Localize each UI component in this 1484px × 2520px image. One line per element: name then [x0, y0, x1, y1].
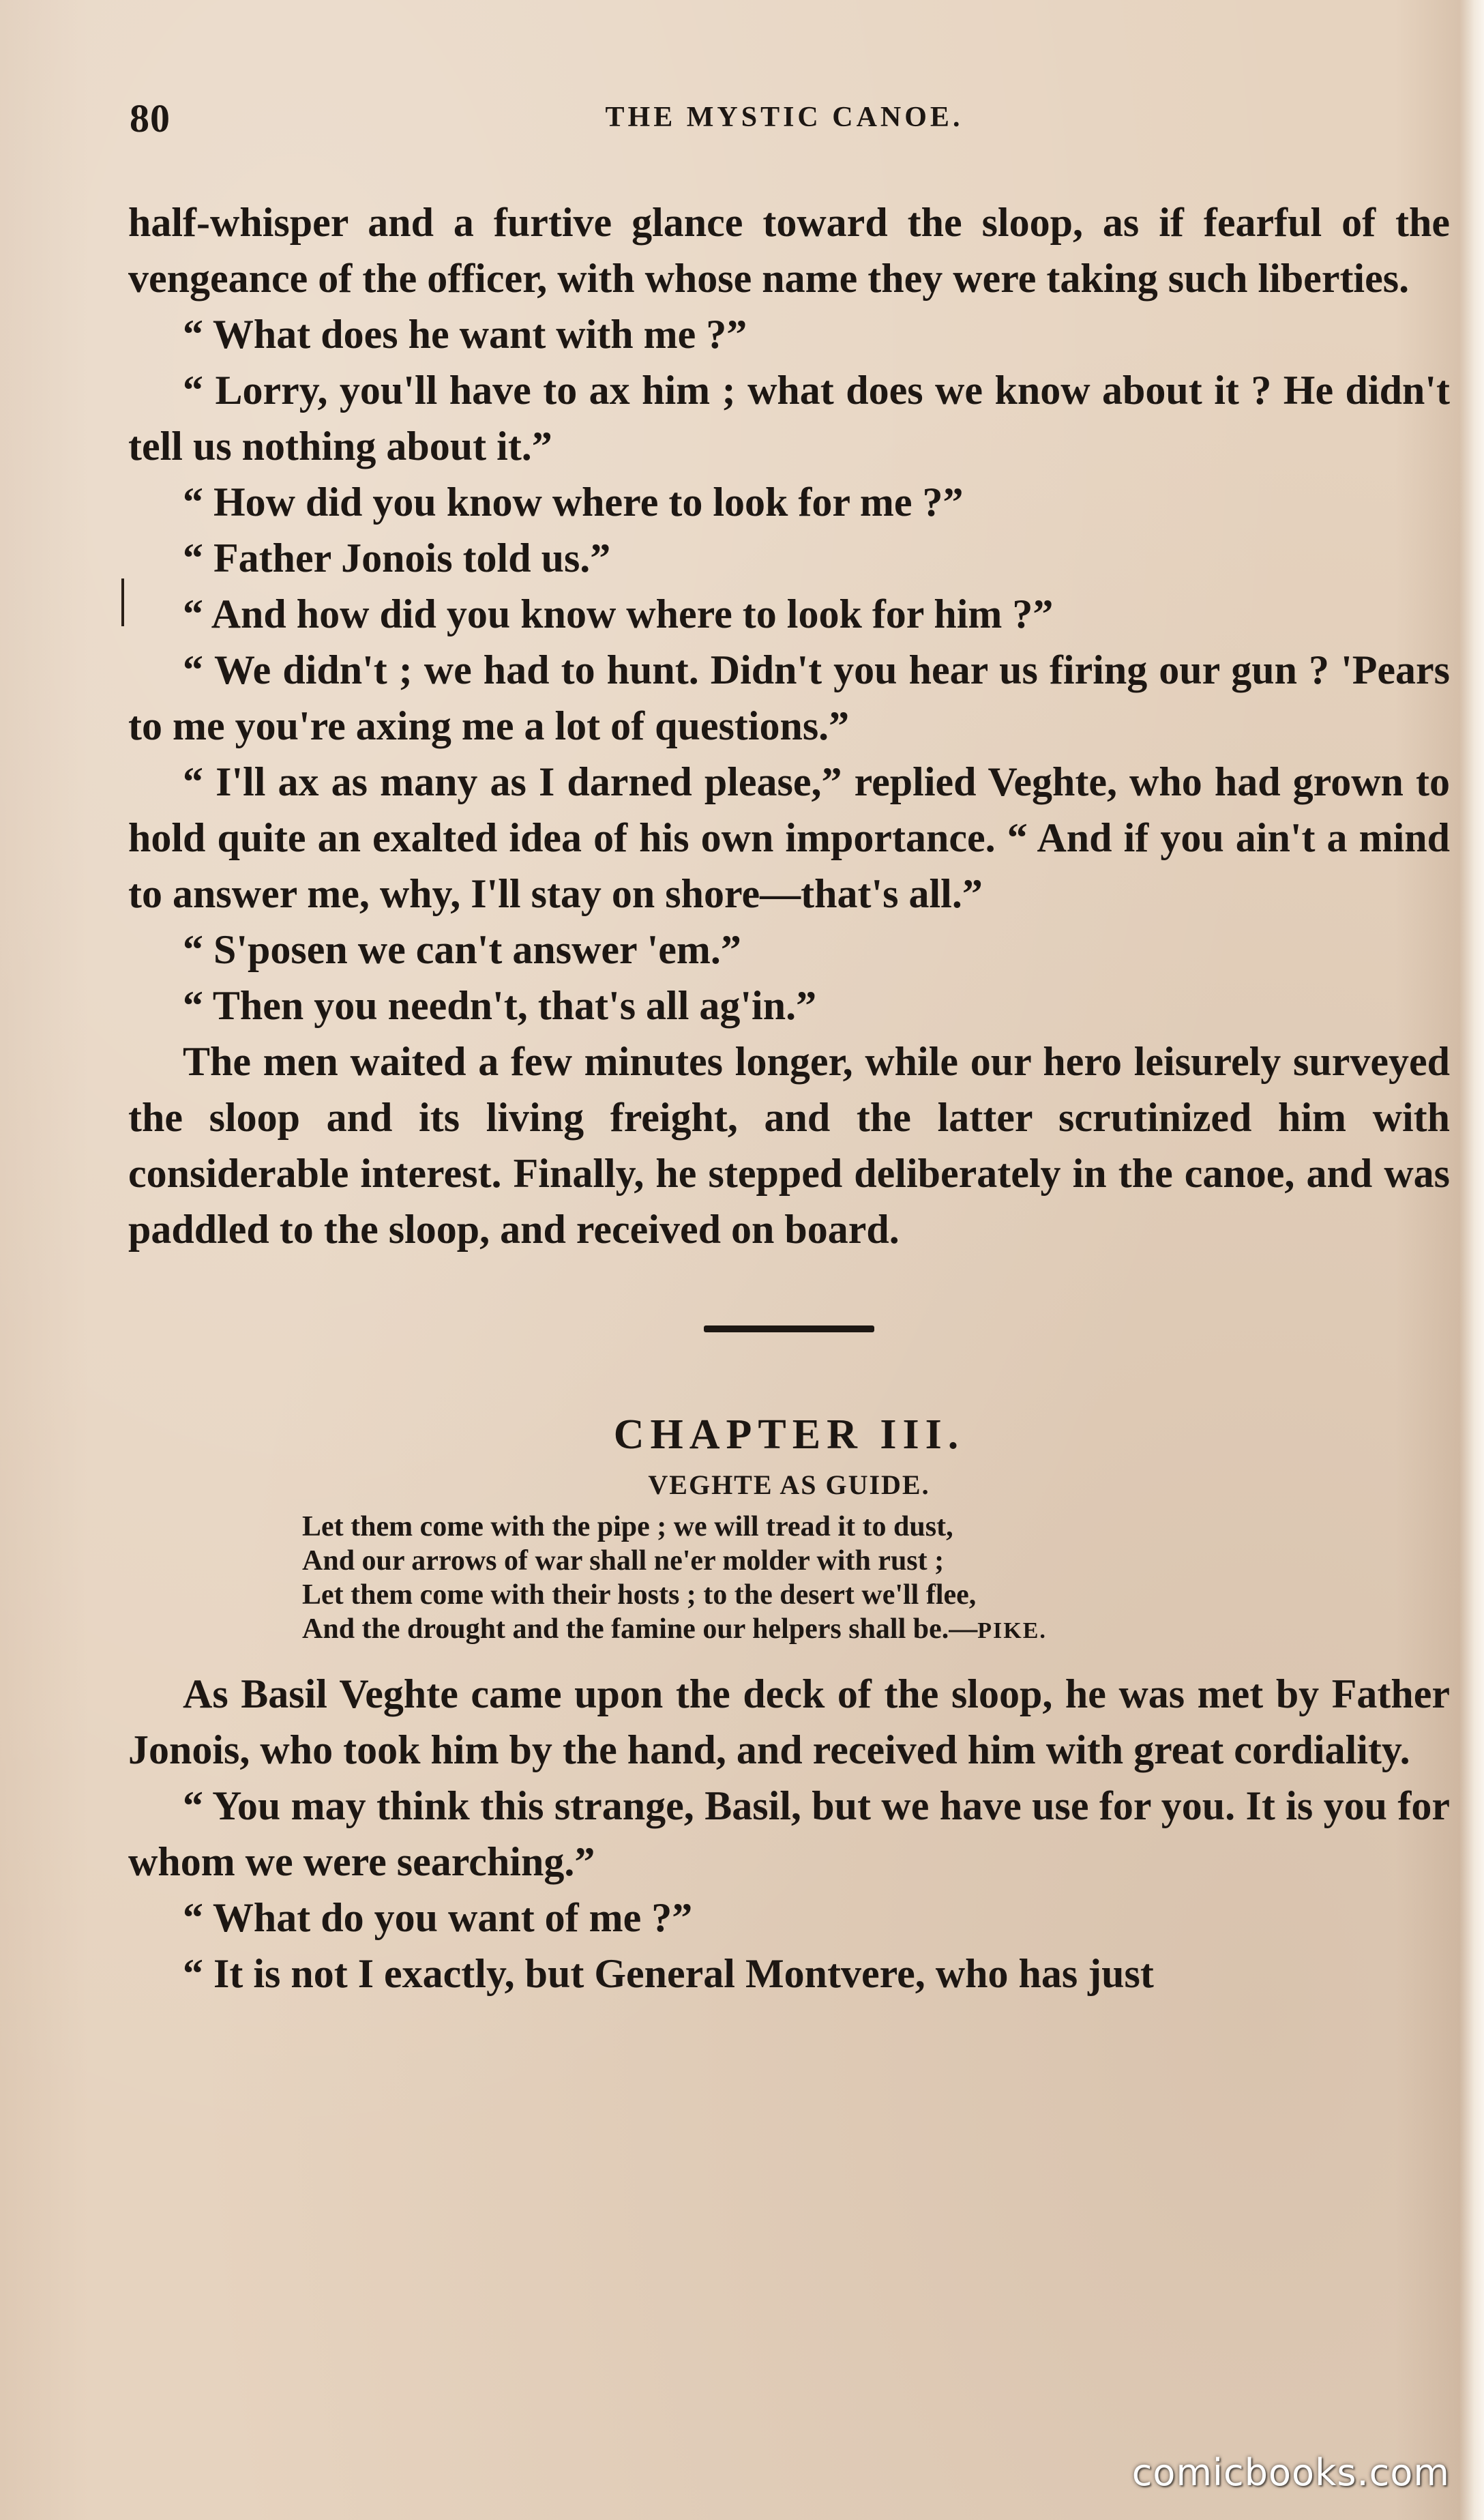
epigraph-line-last: [302, 1612, 1450, 1648]
paragraph: half-whisper and a furtive glance toward the sloop, as if fearful of the vengeance of the officer, with whose name they were taking such liberties.: [128, 200, 1450, 301]
paragraph: “ What do you want of me ?”: [183, 1895, 693, 1940]
epigraph-line: Let them come with the pipe ; we will tread it to dust,: [302, 1511, 953, 1542]
running-head: [130, 96, 1439, 141]
epigraph: [128, 1510, 1450, 1648]
epigraph-line: And our arrows of war shall ne'er molder with rust ;: [302, 1545, 945, 1577]
paragraph: “ It is not I exactly, but General Montvere, who has just: [183, 1951, 1154, 1996]
paragraph: “ How did you know where to look for me ?”: [183, 480, 964, 525]
running-title: THE MYSTIC CANOE.: [605, 102, 964, 133]
section-divider: [704, 1325, 874, 1332]
paragraph: “ I'll ax as many as I darned please,” replied Veghte, who had grown to hold quite an exalted idea of his own importance. “ And if you ain't a mind to answer me, why, I'll stay on shore—that's all.”: [128, 759, 1450, 916]
epigraph-line-text: And the drought and the famine our helpers shall be.—: [302, 1613, 978, 1645]
page-number: 80: [130, 96, 170, 141]
paragraph: “ And how did you know where to look for him ?”: [183, 591, 1054, 636]
chapter-subtitle: VEGHTE AS GUIDE.: [648, 1469, 930, 1500]
site-watermark: comicbooks.com: [1131, 2451, 1450, 2494]
paragraph: “ What does he want with me ?”: [183, 312, 747, 357]
epigraph-line: Let them come with their hosts ; to the desert we'll flee,: [302, 1579, 977, 1611]
paragraph: “ Lorry, you'll have to ax him ; what does we know about it ? He didn't tell us nothing about it.”: [128, 368, 1450, 469]
paragraph: The men waited a few minutes longer, while our hero leisurely surveyed the sloop and its living freight, and the latter scrutinized him with considerable interest. Finally, he stepped deliberately in the canoe, and was paddled to the sloop, and received on board.: [128, 1039, 1450, 1252]
epigraph-attribution: PIKE.: [977, 1618, 1047, 1643]
paragraph: As Basil Veghte came upon the deck of the sloop, he was met by Father Jonois, who took him by the hand, and received him with great cordiality.: [128, 1671, 1450, 1772]
chapter-title: CHAPTER III.: [613, 1411, 965, 1458]
paragraph: “ We didn't ; we had to hunt. Didn't you hear us firing our gun ? 'Pears to me you're axing me a lot of questions.”: [128, 647, 1450, 748]
paragraph: “ You may think this strange, Basil, but we have use for you. It is you for whom we were searching.”: [128, 1783, 1450, 1884]
paragraph: “ S'posen we can't answer 'em.”: [183, 927, 741, 972]
margin-mark: [121, 578, 124, 626]
paragraph: “ Then you needn't, that's all ag'in.”: [183, 983, 817, 1028]
paragraph: “ Father Jonois told us.”: [183, 536, 611, 581]
text-block: [128, 194, 1450, 2002]
page-edge: [1459, 0, 1484, 2520]
